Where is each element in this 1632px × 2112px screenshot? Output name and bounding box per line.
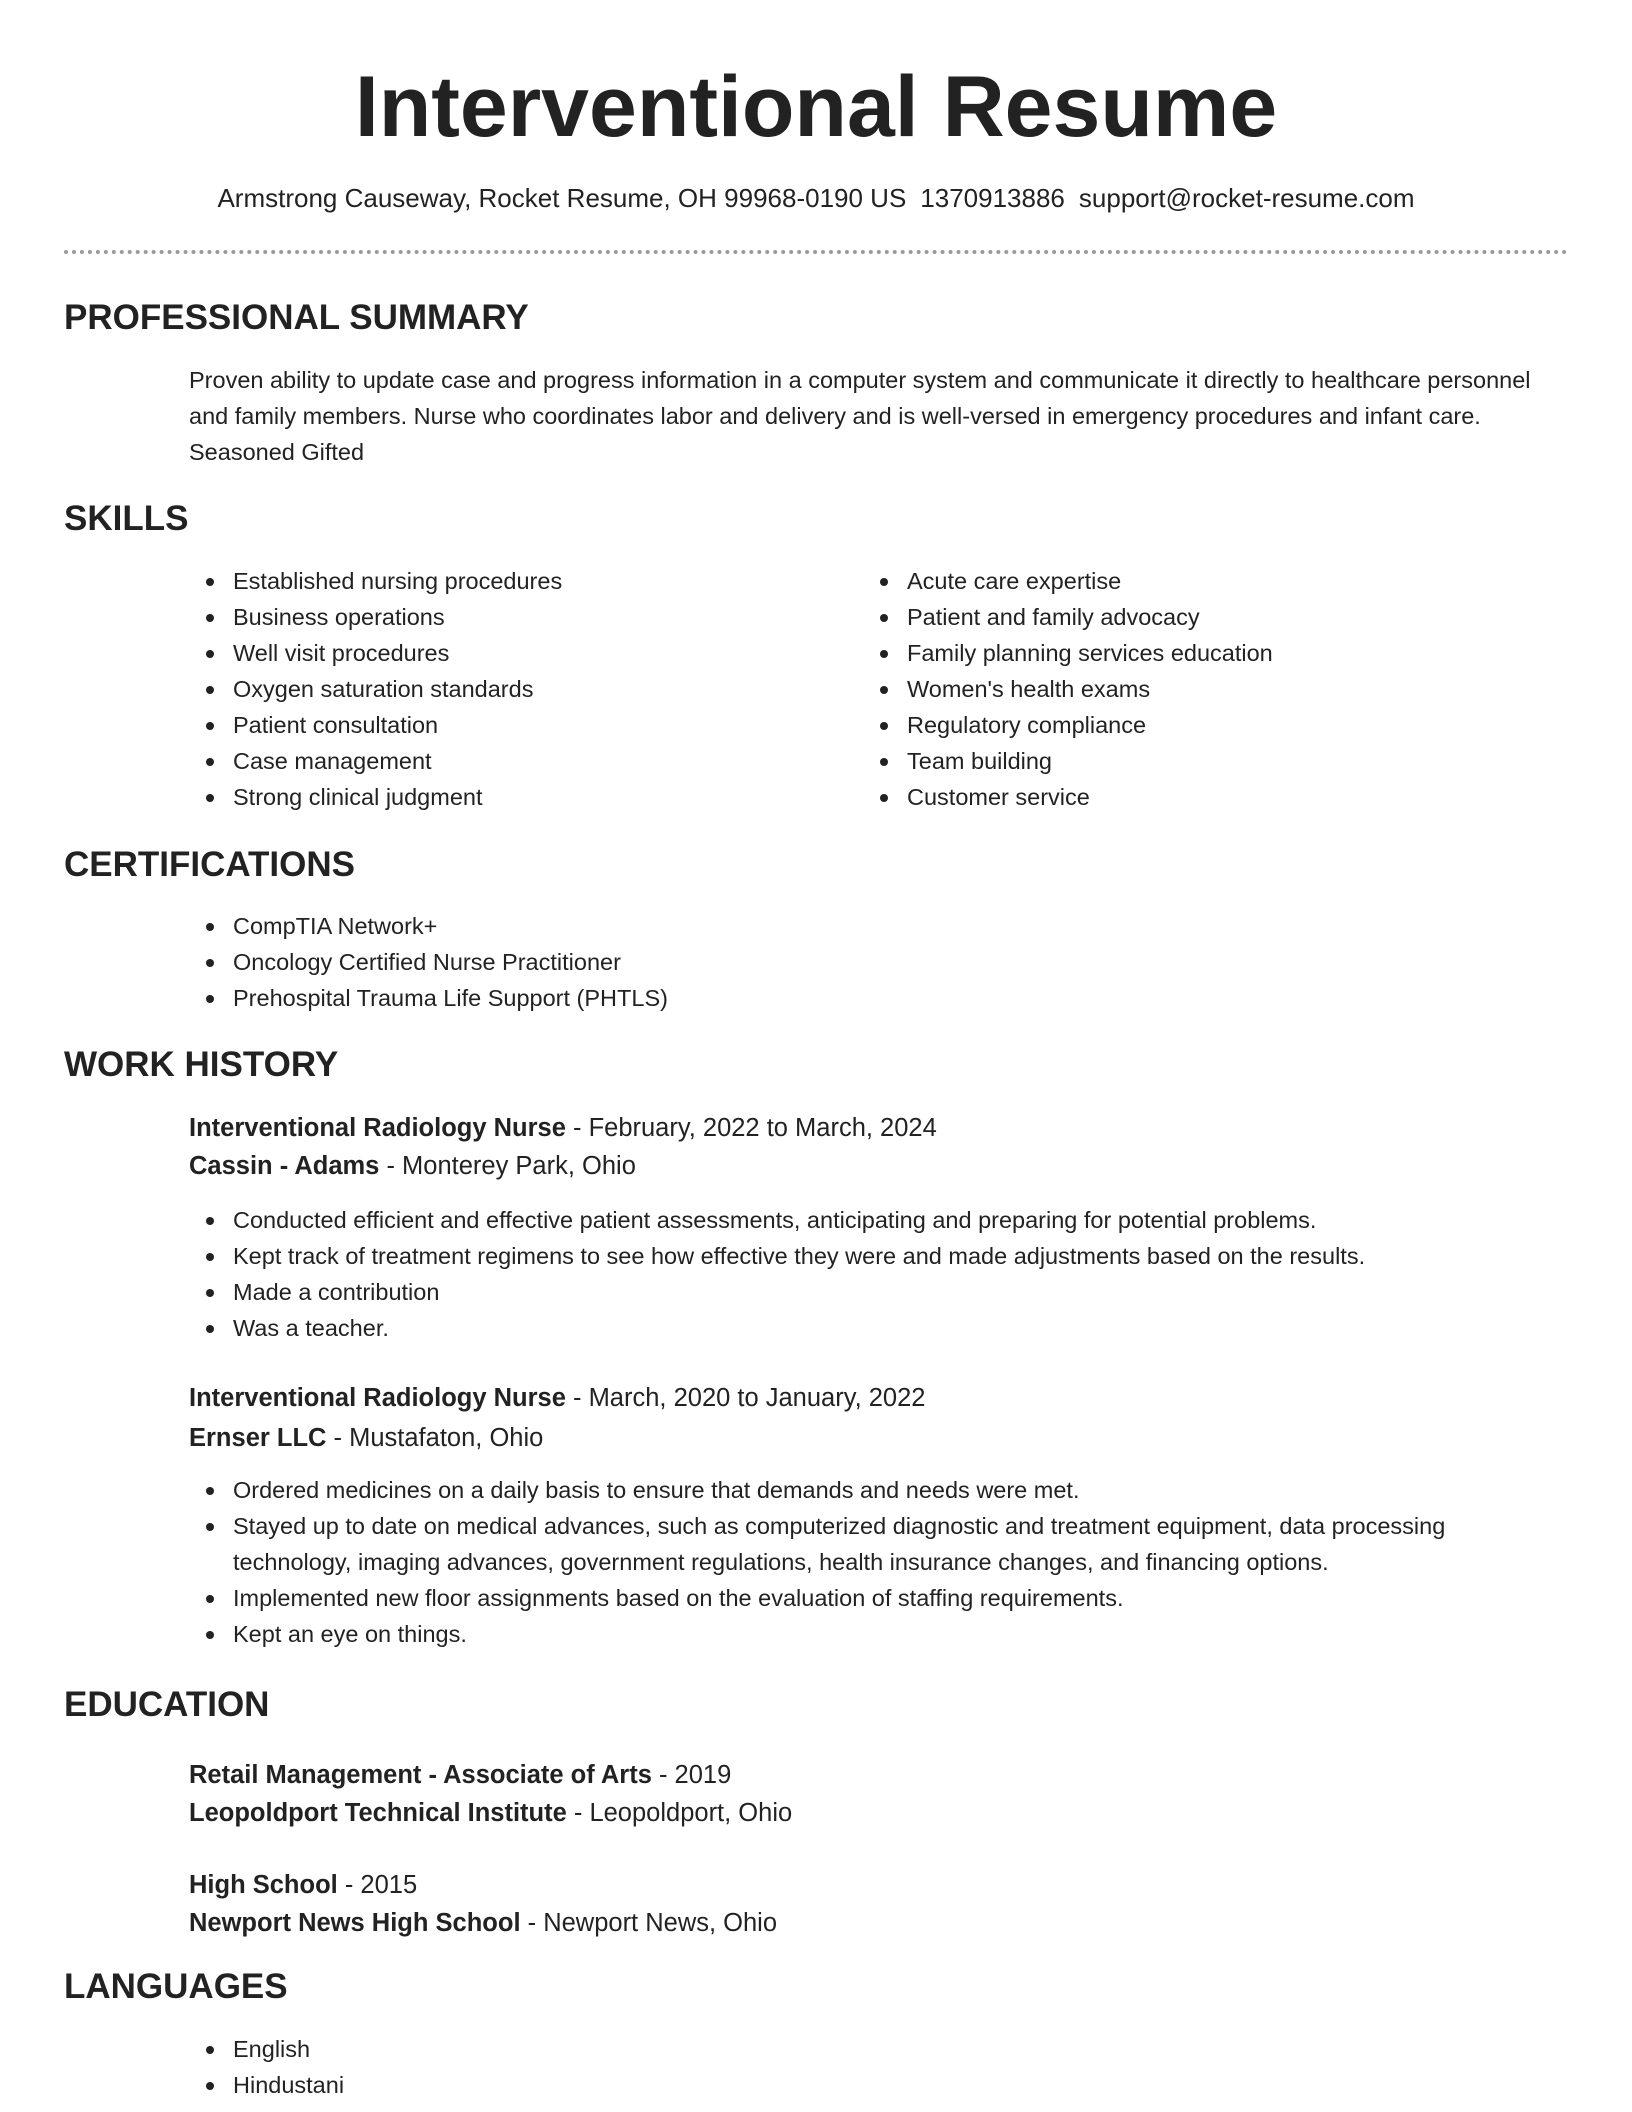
education-year: - 2015 <box>337 1871 418 1899</box>
section-title-summary: PROFESSIONAL SUMMARY <box>64 298 529 337</box>
skill-item: Acute care expertise <box>863 563 1503 599</box>
skill-item: Patient and family advocacy <box>863 599 1503 635</box>
section-title-skills: SKILLS <box>64 499 189 538</box>
education-location: - Leopoldport, Ohio <box>566 1799 793 1827</box>
language-item: English <box>189 2031 1549 2067</box>
skill-item: Family planning services education <box>863 635 1503 671</box>
education-school: Leopoldport Technical Institute <box>189 1799 567 1827</box>
job-title-line <box>189 1110 937 1146</box>
header-divider <box>64 250 1568 254</box>
education-degree: Retail Management - Associate of Arts <box>189 1761 652 1789</box>
job-dates: - March, 2020 to January, 2022 <box>565 1384 926 1412</box>
section-title-education: EDUCATION <box>64 1685 270 1724</box>
skill-item: Strong clinical judgment <box>189 779 829 815</box>
education-degree-line <box>189 1867 417 1903</box>
certifications-list <box>189 908 1549 1016</box>
education-degree-line <box>189 1757 731 1793</box>
job-bullets <box>189 1472 1549 1652</box>
certification-item: CompTIA Network+ <box>189 908 1549 944</box>
job-role: Interventional Radiology Nurse <box>189 1384 566 1412</box>
skills-list-right <box>863 563 1503 815</box>
certification-item: Oncology Certified Nurse Practitioner <box>189 944 1549 980</box>
skill-item: Regulatory compliance <box>863 707 1503 743</box>
job-bullet: Made a contribution <box>189 1274 1569 1310</box>
summary-text: Proven ability to update case and progress information in a computer system and communicate it directly to healthcare personnel and family members. Nurse who coordinates labor and delivery and is well-versed in emergency procedures and infant care. Seasoned Gifted <box>189 367 1531 465</box>
job-dates: - February, 2022 to March, 2024 <box>565 1114 937 1142</box>
skill-item: Established nursing procedures <box>189 563 829 599</box>
job-company: Ernser LLC <box>189 1424 327 1452</box>
skill-item: Case management <box>189 743 829 779</box>
job-bullets <box>189 1202 1569 1346</box>
job-bullet: Conducted efficient and effective patient assessments, anticipating and preparing for potential problems. <box>189 1202 1569 1238</box>
job-bullet: Implemented new floor assignments based on the evaluation of staffing requirements. <box>189 1580 1549 1616</box>
skill-item: Well visit procedures <box>189 635 829 671</box>
job-location: - Mustafaton, Ohio <box>326 1424 544 1452</box>
section-title-certifications: CERTIFICATIONS <box>64 845 356 884</box>
education-school: Newport News High School <box>189 1909 521 1937</box>
certification-item: Prehospital Trauma Life Support (PHTLS) <box>189 980 1549 1016</box>
job-bullet: Kept an eye on things. <box>189 1616 1549 1652</box>
section-title-work-history: WORK HISTORY <box>64 1045 339 1084</box>
skill-item: Business operations <box>189 599 829 635</box>
contact-phone: 1370913886 <box>920 183 1065 213</box>
job-role: Interventional Radiology Nurse <box>189 1114 566 1142</box>
skill-item: Patient consultation <box>189 707 829 743</box>
education-year: - 2019 <box>651 1761 732 1789</box>
language-item: Hindustani <box>189 2067 1549 2103</box>
education-school-line <box>189 1905 777 1941</box>
skill-item: Women's health exams <box>863 671 1503 707</box>
job-bullet: Stayed up to date on medical advances, such as computerized diagnostic and treatment equipment, data processing technology, imaging advances, government regulations, health insurance changes, and financing options. <box>189 1508 1549 1580</box>
job-bullet: Ordered medicines on a daily basis to ensure that demands and needs were met. <box>189 1472 1549 1508</box>
skill-item: Customer service <box>863 779 1503 815</box>
job-bullet: Kept track of treatment regimens to see how effective they were and made adjustments based on the results. <box>189 1238 1569 1274</box>
education-school-line <box>189 1795 792 1831</box>
section-title-languages: LANGUAGES <box>64 1967 288 2006</box>
contact-line <box>0 180 1632 216</box>
skill-item: Oxygen saturation standards <box>189 671 829 707</box>
job-company-line <box>189 1148 636 1184</box>
resume-title: Interventional Resume <box>354 59 1278 155</box>
skill-item: Team building <box>863 743 1503 779</box>
skills-list-left <box>189 563 829 815</box>
education-location: - Newport News, Ohio <box>520 1909 778 1937</box>
education-degree: High School <box>189 1871 338 1899</box>
job-bullet: Was a teacher. <box>189 1310 1569 1346</box>
job-location: - Monterey Park, Ohio <box>379 1152 636 1180</box>
job-title-line <box>189 1380 925 1416</box>
job-company-line <box>189 1420 543 1456</box>
languages-list <box>189 2031 1549 2103</box>
job-company: Cassin - Adams <box>189 1152 380 1180</box>
contact-email: support@rocket-resume.com <box>1078 183 1415 213</box>
contact-address: Armstrong Causeway, Rocket Resume, OH 99968-0190 US <box>217 183 907 213</box>
